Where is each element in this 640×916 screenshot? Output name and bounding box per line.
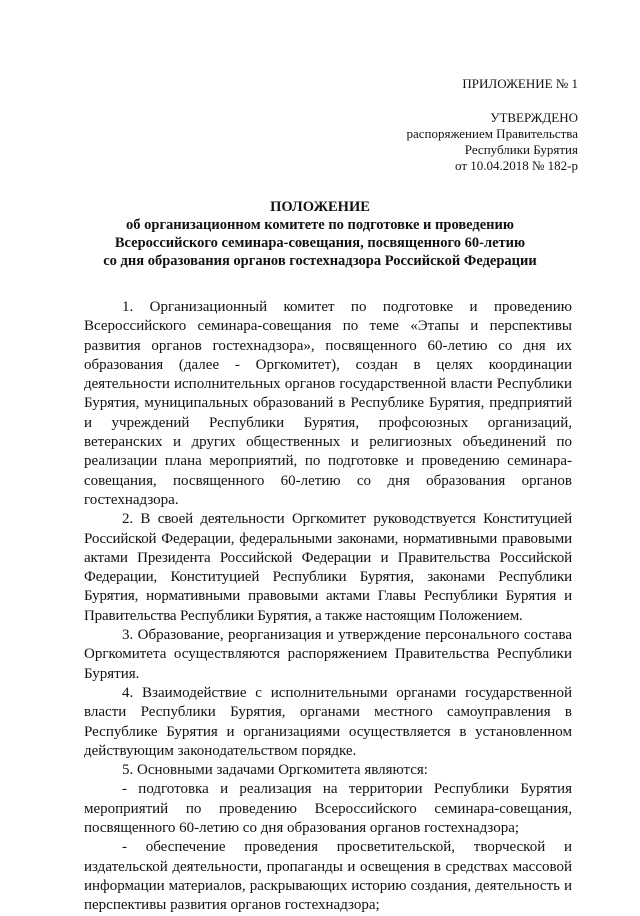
paragraph-5-item-2: - обеспечение проведения просветительской, творческой и издательской деятельности, пропаганды и освещения в средствах массовой информации материалов, раскрывающих историю создания, деятельность и перспективы развития органов гостехнадзора; — [84, 839, 572, 914]
title-heading: ПОЛОЖЕНИЕ — [270, 199, 370, 215]
document-title — [80, 198, 560, 270]
approval-stamp — [406, 110, 578, 174]
approved-by-line-2: Республики Бурятия — [464, 142, 578, 157]
paragraph-4: 4. Взаимодействие с исполнительными органами государственной власти Республики Бурятия, органами местного самоуправления в Республике Бурятия и организациями осуществляется в установленном действующим законодательством порядке. — [84, 684, 572, 759]
paragraph-5: 5. Основными задачами Оргкомитета являются: — [122, 762, 428, 779]
paragraph-2: 2. В своей деятельности Оргкомитет руководствуется Конституцией Российской Федерации, федеральными законами, нормативными правовыми актами Президента Российской Федерации и Правительства Российской Федерации, Конституцией Республики Бурятия, законами Республики Бурятия, нормативными правовыми актами Главы Республики Бурятия и Правительства Республики Бурятия, а также настоящим Положением. — [84, 511, 572, 624]
document-body — [84, 298, 572, 916]
paragraph-1: 1. Организационный комитет по подготовке и проведению Всероссийского семинара-совещания по теме «Этапы и перспективы развития органов гостехнадзора», посвященного 60-летию со дня их образования (далее - Оргкомитет), создан в целях координации деятельности исполнительных органов государственной власти Республики Бурятия, муниципальных образований в Республике Бурятия, предприятий и учреждений Республики Бурятия, профсоюзных организаций, ветеранских и других общественных и религиозных объединений по реализации плана мероприятий, по подготовке и проведению семинара-совещания, посвященного 60-летию со дня образования органов гостехнадзора. — [84, 299, 572, 508]
attachment-label: ПРИЛОЖЕНИЕ № 1 — [462, 76, 578, 91]
title-line-3: со дня образования органов гостехнадзора Российской Федерации — [103, 253, 537, 269]
title-line-1: об организационном комитете по подготовке и проведению — [126, 217, 514, 233]
title-line-2: Всероссийского семинара-совещания, посвященного 60-летию — [114, 235, 526, 251]
paragraph-5-item-1: - подготовка и реализация на территории Республики Бурятия мероприятий по проведению Всероссийского семинара-совещания, посвященного 60-летию со дня образования органов гостехнадзора; — [84, 781, 572, 837]
approved-label: УТВЕРЖДЕНО — [490, 110, 578, 125]
paragraph-3: 3. Образование, реорганизация и утверждение персонального состава Оргкомитета осуществляются распоряжением Правительства Республики Бурятия. — [84, 627, 572, 682]
approved-by-line-1: распоряжением Правительства — [406, 126, 578, 141]
approved-date: от 10.04.2018 № 182-р — [455, 158, 578, 173]
